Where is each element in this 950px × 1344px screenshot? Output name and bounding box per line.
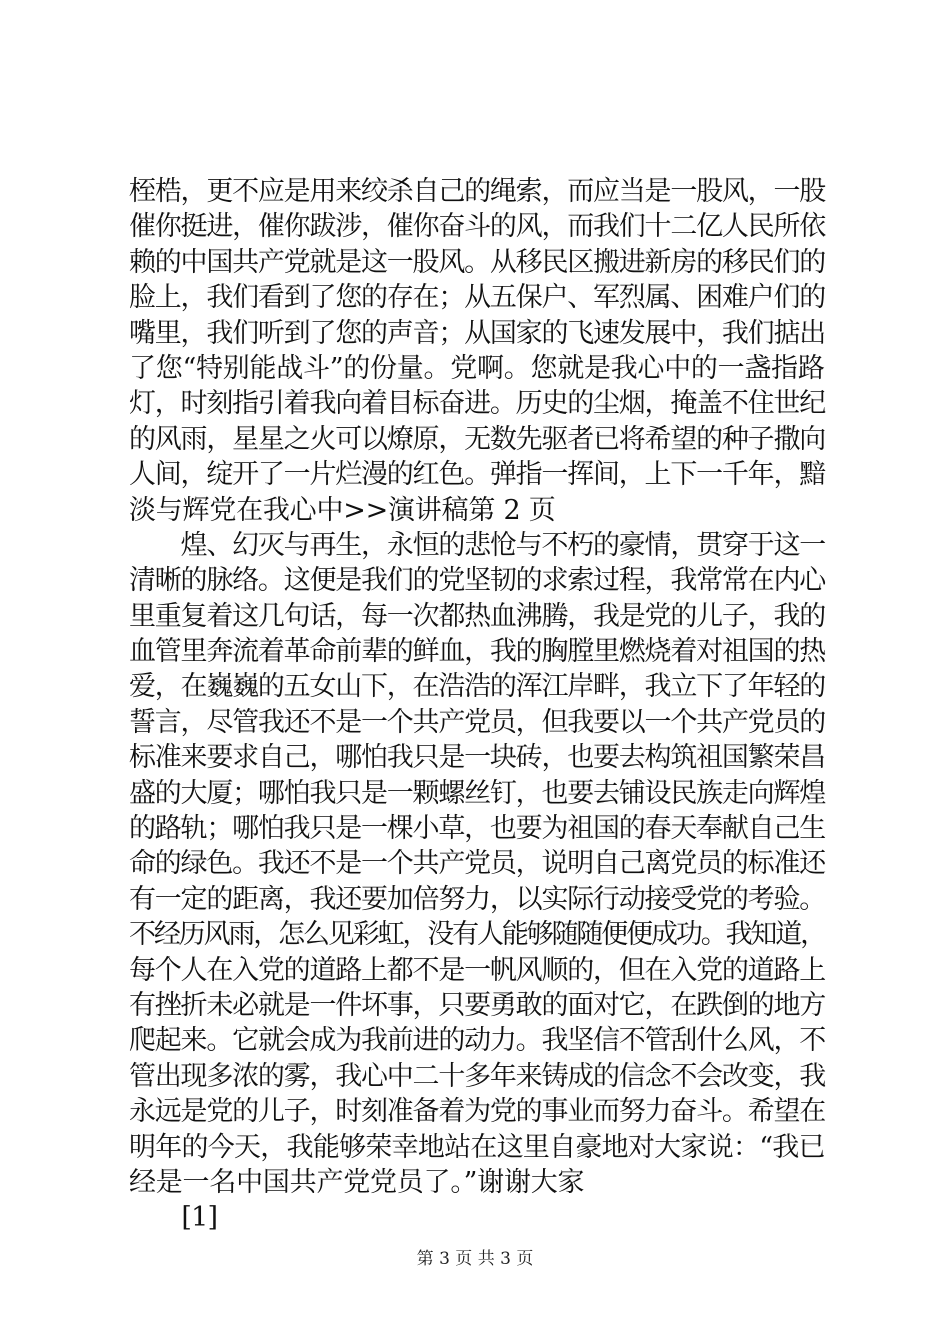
text-line: 催你挺进，催你跋涉，催你奋斗的风，而我们十二亿人民所依 <box>129 211 825 243</box>
text-line: 淡与辉党在我心中>>演讲稿第 2 页 <box>129 494 556 526</box>
text-line: 脸上，我们看到了您的存在；从五保户、军烈属、困难户们的 <box>129 282 825 314</box>
text-line: 里重复着这几句话，每一次都热血沸腾，我是党的儿子，我的 <box>129 600 825 632</box>
text-line: 有一定的距离，我还要加倍努力，以实际行动接受党的考验。 <box>129 883 825 915</box>
text-line: 爬起来。它就会成为我前进的动力。我坚信不管刮什么风，不 <box>129 1025 825 1057</box>
text-line: 不经历风雨，怎么见彩虹，没有人能够随随便便成功。我知道， <box>129 919 825 951</box>
text-line: 的路轨；哪怕我只是一棵小草，也要为祖国的春天奉献自己生 <box>129 813 825 845</box>
text-line: 誓言，尽管我还不是一个共产党员，但我要以一个共产党员的 <box>129 706 825 738</box>
text-line: 每个人在入党的道路上都不是一帆风顺的，但在入党的道路上 <box>129 954 825 986</box>
text-line: 灯，时刻指引着我向着目标奋进。历史的尘烟，掩盖不住世纪 <box>129 388 825 420</box>
page-footer: 第 3 页 共 3 页 <box>416 1249 534 1269</box>
text-line: 命的绿色。我还不是一个共产党员，说明自己离党员的标准还 <box>129 848 825 880</box>
text-line: 人间，绽开了一片烂漫的红色。弹指一挥间，上下一千年，黯 <box>129 459 825 491</box>
document-body <box>129 174 829 1236</box>
text-line: 清晰的脉络。这便是我们的党坚韧的求索过程，我常常在内心 <box>129 565 825 597</box>
text-line: 的风雨，星星之火可以燎原，无数先驱者已将希望的种子撒向 <box>129 423 825 455</box>
text-line: 盛的大厦；哪怕我只是一颗螺丝钉，也要去铺设民族走向辉煌 <box>129 777 825 809</box>
text-line: [1] <box>129 1202 218 1234</box>
text-line: 管出现多浓的雾，我心中二十多年来铸成的信念不会改变，我 <box>129 1060 825 1092</box>
text-line: 煌、幻灭与再生，永恒的悲怆与不朽的豪情，贯穿于这一 <box>129 529 825 561</box>
text-line: 有挫折未必就是一件坏事，只要勇敢的面对它，在跌倒的地方 <box>129 989 825 1021</box>
text-line: 嘴里，我们听到了您的声音；从国家的飞速发展中，我们掂出 <box>129 317 825 349</box>
text-line: 赖的中国共产党就是这一股风。从移民区搬进新房的移民们的 <box>129 246 825 278</box>
text-line: 经是一名中国共产党党员了。”谢谢大家 <box>129 1166 585 1198</box>
text-line: 爱，在巍巍的五女山下，在浩浩的浑江岸畔，我立下了年轻的 <box>129 671 825 703</box>
text-line: 标准来要求自己，哪怕我只是一块砖，也要去构筑祖国繁荣昌 <box>129 742 825 774</box>
text-line: 桎梏，更不应是用来绞杀自己的绳索，而应当是一股风，一股 <box>129 176 825 207</box>
text-line: 血管里奔流着革命前辈的鲜血，我的胸膛里燃烧着对祖国的热 <box>129 636 825 668</box>
text-line: 了您“特别能战斗”的份量。党啊。您就是我心中的一盏指路 <box>129 352 825 384</box>
text-line: 永远是党的儿子，时刻准备着为党的事业而努力奋斗。希望在 <box>129 1096 825 1128</box>
text-line: 明年的今天，我能够荣幸地站在这里自豪地对大家说：“我已 <box>129 1131 825 1163</box>
